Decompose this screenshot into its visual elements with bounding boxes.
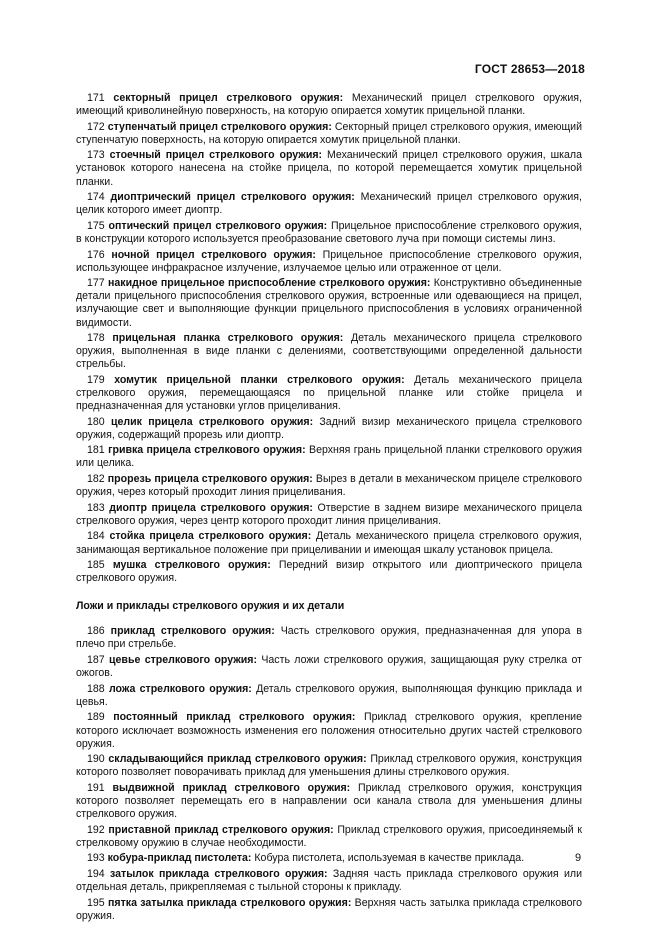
term-number: 188 (87, 682, 105, 695)
term-definition: Кобура пистолета, используемая в качестве приклада. (254, 852, 525, 865)
term-name: накидное прицельное приспособление стрелкового оружия: (107, 277, 431, 290)
term-entry (76, 753, 582, 779)
term-definition: Конструктивно объединенные детали прицельного приспособления стрелкового оружия, встроенные или одевающиеся на прицел, излучающие свет и выполняющие функции прицельного приспособления в условиях ограниченной видимости. (76, 277, 582, 329)
term-definition: Секторный прицел стрелкового оружия, имеющий ступенчатую поверхность, на которую опирается хомутик прицельной планки. (76, 120, 583, 146)
term-number: 189 (87, 711, 105, 724)
term-number: 171 (87, 92, 105, 104)
term-name: ступенчатый прицел стрелкового оружия: (107, 120, 332, 133)
term-definition: Механический прицел стрелкового оружия, целик которого имеет диоптр. (76, 191, 582, 217)
term-entry (76, 711, 582, 750)
term-number: 179 (87, 373, 105, 386)
term-definition: Деталь стрелкового оружия, выполняющая функцию приклада и цевья. (76, 682, 583, 708)
term-name: секторный прицел стрелкового оружия: (113, 92, 344, 104)
term-definition: Приклад стрелкового оружия, конструкция которого позволяет поворачивать приклад для уменьшения длины стрелкового оружия. (76, 753, 582, 779)
term-number: 177 (87, 277, 105, 290)
term-definition: Верхняя часть затылка приклада стрелкового оружия. (76, 896, 583, 922)
term-definition: Механический прицел стрелкового оружия, имеющий криволинейную поверхность, на которую опирается хомутик прицельной планки. (76, 92, 582, 118)
term-definition: Задняя часть приклада стрелкового оружия или отдельная деталь, прикрепляемая с тыльной стороны к прикладу. (76, 867, 582, 894)
term-number: 190 (87, 753, 105, 766)
term-name: складывающийся приклад стрелкового оружия: (108, 753, 367, 766)
term-definition: Часть ложи стрелкового оружия, защищающая руку стрелка от ожогов. (76, 654, 582, 680)
term-entry (76, 416, 582, 442)
term-number: 180 (87, 415, 105, 428)
term-name: прицельная планка стрелкового оружия: (112, 332, 344, 345)
term-number: 191 (87, 781, 105, 794)
term-entry (76, 782, 582, 821)
term-entry (76, 852, 582, 865)
term-definition: Отверстие в заднем визире механического прицела стрелкового оружия, через центр которого проходит линия прицеливания. (76, 501, 582, 527)
term-definition: Деталь механического прицела стрелкового оружия, занимающая вертикальное положение при прицеливании и имеющая шкалу установок прицела. (76, 530, 583, 556)
term-number: 185 (87, 559, 105, 572)
body-text (76, 92, 582, 925)
term-entry (76, 559, 582, 585)
term-definition: Передний визир открытого или диоптрического прицела стрелкового оружия. (76, 559, 582, 585)
term-definition: Задний визир механического прицела стрелкового оружия, содержащий прорезь или диоптр. (76, 415, 582, 441)
term-entry (76, 277, 582, 329)
term-number: 176 (87, 248, 105, 261)
term-entry (76, 868, 582, 894)
term-definition: Деталь механического прицела стрелкового оружия, перемещающаяся по прицельной планке или стойке прицела и предназначенная для установки углов прицеливания. (76, 373, 582, 413)
term-number: 174 (87, 191, 105, 204)
term-entry (76, 374, 582, 413)
term-entry (76, 530, 582, 556)
term-definition: Механический прицел стрелкового оружия, шкала установок которого нанесена на стойке прицела, по которой перемещается хомутик прицельной планки. (76, 149, 582, 188)
term-name: диоптр прицела стрелкового оружия: (109, 501, 313, 514)
term-definition: Прицельное приспособление стрелкового оружия, использующее инфракрасное излучение, излучаемое целью или отраженное от цели. (76, 248, 582, 274)
entries-part-1 (76, 92, 582, 585)
term-number: 183 (87, 501, 105, 514)
term-name: целик прицела стрелкового оружия: (110, 415, 314, 428)
term-entry (76, 824, 582, 850)
page-number: 9 (575, 852, 582, 864)
term-entry (76, 332, 582, 371)
term-name: ложа стрелкового оружия: (108, 682, 252, 695)
term-entry (76, 502, 582, 528)
term-name: диоптрический прицел стрелкового оружия: (110, 191, 355, 204)
term-definition: Приклад стрелкового оружия, крепление которого исключает возможность изменения его положения относительно других частей стрелкового оружия. (76, 711, 582, 750)
term-definition: Прицельное приспособление стрелкового оружия, в конструкции которого используется преобразование светового луча при помощи системы линз. (76, 219, 582, 245)
term-entry (76, 897, 582, 923)
term-entry (76, 473, 582, 499)
term-name: пятка затылка приклада стрелкового оружия: (108, 896, 352, 909)
term-entry (76, 444, 582, 470)
term-entry (76, 92, 582, 118)
term-name: кобура-приклад пистолета: (107, 852, 252, 865)
term-name: хомутик прицельной планки стрелкового оружия: (114, 373, 405, 386)
term-entry (76, 683, 582, 709)
term-definition: Часть стрелкового оружия, предназначенная для упора в плечо при стрельбе. (76, 625, 582, 651)
term-number: 187 (87, 654, 105, 667)
term-entry (76, 149, 582, 188)
term-name: цевье стрелкового оружия: (109, 654, 257, 667)
document-code: ГОСТ 28653—2018 (474, 62, 585, 76)
term-number: 181 (87, 444, 105, 457)
term-name: мушка стрелкового оружия: (112, 559, 271, 572)
term-name: гривка прицела стрелкового оружия: (108, 444, 306, 457)
term-name: оптический прицел стрелкового оружия: (108, 219, 328, 232)
term-entry (76, 249, 582, 275)
term-definition: Приклад стрелкового оружия, конструкция которого позволяет перемещать его в направлении оси канала ствола для уменьшения длины стрелкового оружия. (76, 781, 582, 821)
entries-part-2 (76, 625, 582, 922)
term-entry (76, 654, 582, 680)
term-name: приклад стрелкового оружия: (110, 625, 275, 638)
term-name: ночной прицел стрелкового оружия: (111, 248, 316, 261)
term-number: 194 (87, 867, 105, 880)
term-number: 182 (87, 473, 105, 486)
term-number: 172 (87, 120, 105, 133)
term-entry (76, 121, 582, 147)
term-name: стоечный прицел стрелкового оружия: (109, 149, 323, 162)
term-entry (76, 220, 582, 246)
term-number: 178 (87, 332, 105, 345)
term-definition: Деталь механического прицела стрелкового оружия, выполненная в виде планки с делениями, соответствующими определенной дальности стрельбы. (76, 332, 582, 371)
term-definition: Приклад стрелкового оружия, присоединяемый к стрелковому оружию в случае необходимости. (76, 823, 582, 849)
term-name: приставной приклад стрелкового оружия: (108, 823, 334, 836)
term-definition: Вырез в детали в механическом прицеле стрелкового оружия, через который проходит линия прицеливания. (76, 473, 582, 499)
term-number: 195 (87, 896, 105, 909)
term-name: постоянный приклад стрелкового оружия: (113, 711, 356, 724)
term-name: стойка прицела стрелкового оружия: (109, 530, 312, 543)
term-number: 186 (87, 625, 105, 638)
section-heading: Ложи и приклады стрелкового оружия и их детали (76, 600, 345, 613)
term-number: 175 (87, 219, 105, 232)
term-number: 184 (87, 530, 105, 543)
term-definition: Верхняя грань прицельной планки стрелкового оружия или целика. (76, 444, 582, 470)
term-entry (76, 191, 582, 217)
term-name: выдвижной приклад стрелкового оружия: (112, 781, 351, 794)
term-number: 193 (87, 852, 105, 865)
term-name: затылок приклада стрелкового оружия: (110, 867, 328, 880)
term-name: прорезь прицела стрелкового оружия: (107, 473, 313, 486)
term-number: 192 (87, 823, 105, 836)
term-entry (76, 625, 582, 651)
term-number: 173 (87, 149, 105, 162)
